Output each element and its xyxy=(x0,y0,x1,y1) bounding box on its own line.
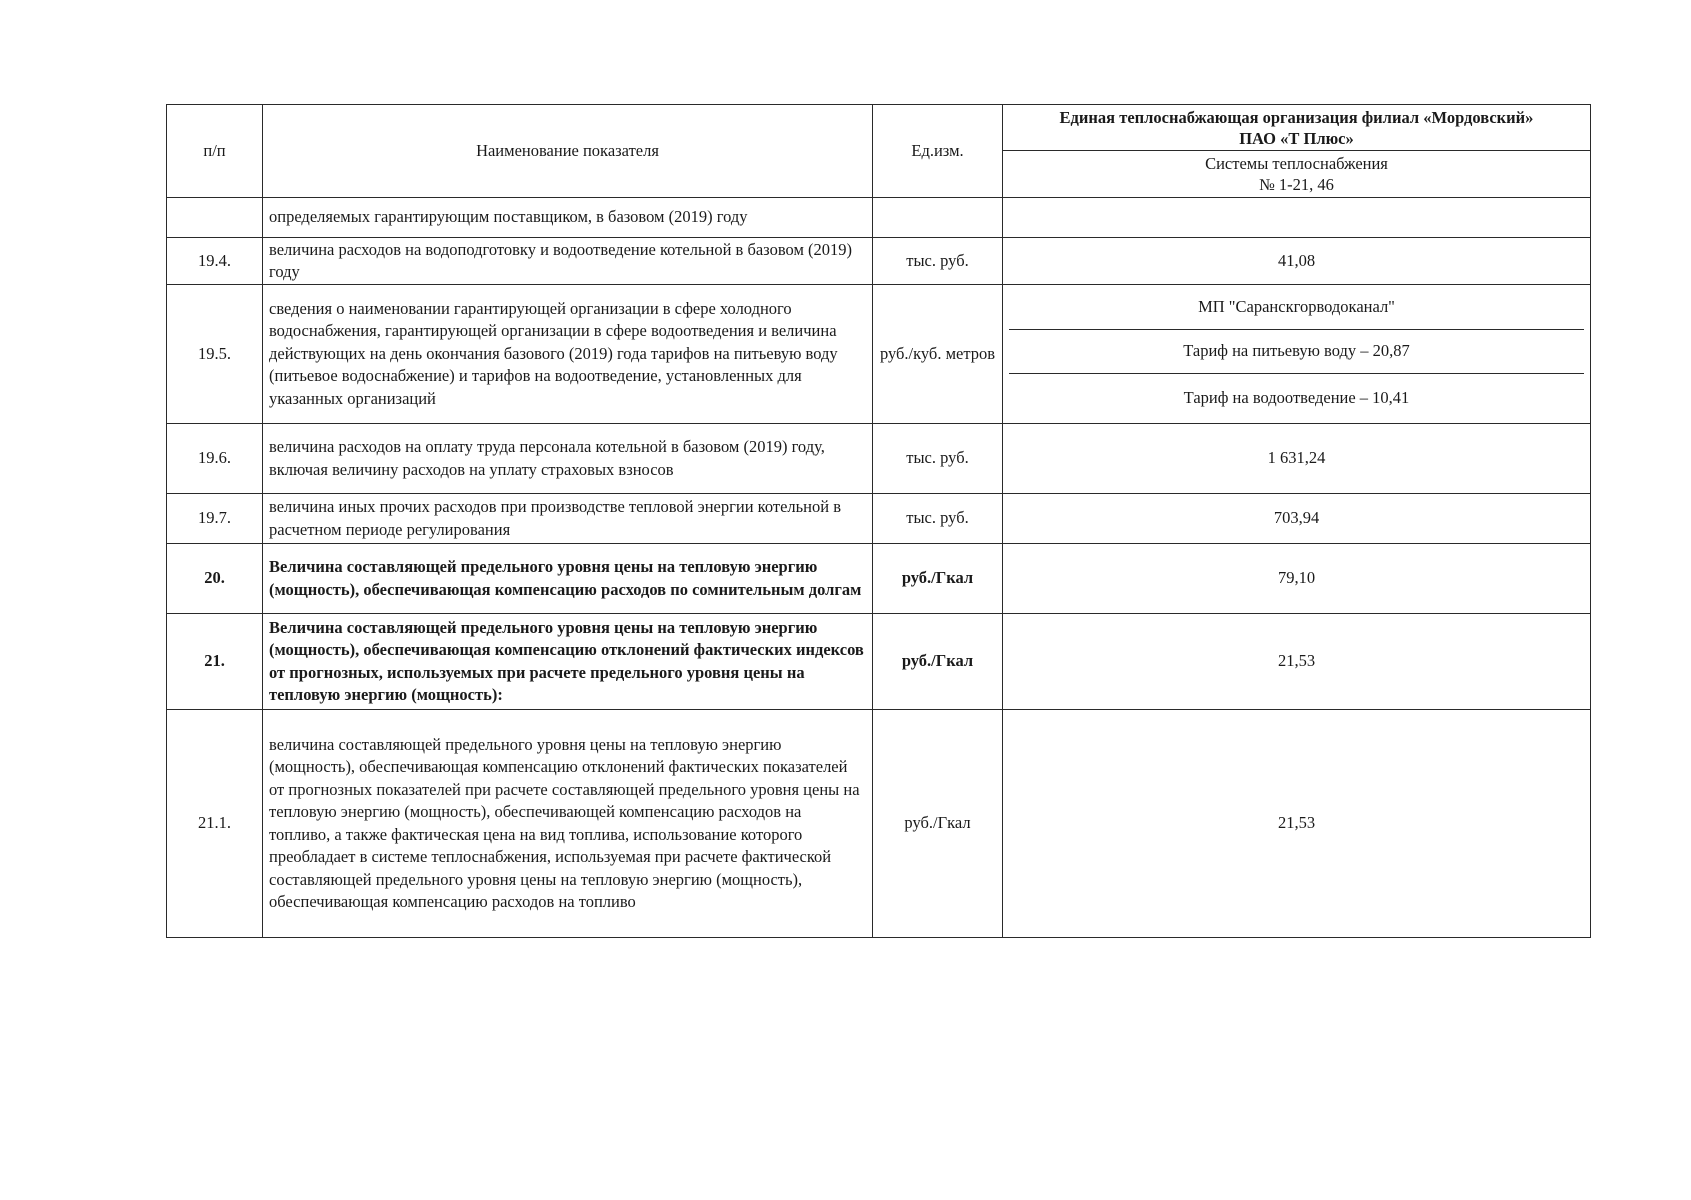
header-systems-line1: Системы теплоснабжения xyxy=(1205,154,1388,173)
tariff-table xyxy=(166,104,1591,938)
row-value: 21,53 xyxy=(1003,614,1591,710)
row-unit: руб./Гкал xyxy=(873,710,1003,938)
row-num: 20. xyxy=(167,544,263,614)
water-tariffs-subtable xyxy=(1009,285,1584,423)
row-unit: руб./Гкал xyxy=(873,544,1003,614)
row-num: 19.4. xyxy=(167,238,263,285)
row-name: величина расходов на водоподготовку и водоотведение котельной в базовом (2019) году xyxy=(263,238,873,285)
table-row xyxy=(167,285,1591,424)
row-value: 41,08 xyxy=(1003,238,1591,285)
row-num: 19.7. xyxy=(167,494,263,544)
row-unit: тыс. руб. xyxy=(873,424,1003,494)
row-value-group xyxy=(1003,285,1591,424)
row-unit xyxy=(873,198,1003,238)
header-org xyxy=(1003,105,1591,151)
row-name: величина иных прочих расходов при производстве тепловой энергии котельной в расчетном периоде регулирования xyxy=(263,494,873,544)
row-name: Величина составляющей предельного уровня цены на тепловую энергию (мощность), обеспечивающая компенсацию отклонений фактических индексов от прогнозных, используемых при расчете предельного уровня цены на тепловую энергию (мощность): xyxy=(263,614,873,710)
table-row xyxy=(167,494,1591,544)
row-num: 21. xyxy=(167,614,263,710)
row-name: величина составляющей предельного уровня цены на тепловую энергию (мощность), обеспечивающая компенсацию отклонений фактических показателей от прогнозных показателей при расчете составляющей предельного уровня цены на тепловую энергию (мощность), обеспечивающей компенсацию расходов на топливо, а также фактическая цена на вид топлива, использование которого преобладает в системе теплоснабжения, используемая при расчете фактической составляющей предельного уровня цены на тепловую энергию (мощность), обеспечивающая компенсацию расходов на топливо xyxy=(263,710,873,938)
header-num: п/п xyxy=(167,105,263,198)
water-utility-name: МП "Саранскгорводоканал" xyxy=(1198,296,1395,316)
row-num: 19.6. xyxy=(167,424,263,494)
table-row xyxy=(167,198,1591,238)
header-systems-line2: № 1-21, 46 xyxy=(1259,175,1334,194)
row-value: 703,94 xyxy=(1003,494,1591,544)
row-unit: руб./куб. метров xyxy=(873,285,1003,424)
header-unit: Ед.изм. xyxy=(873,105,1003,198)
row-unit: руб./Гкал xyxy=(873,614,1003,710)
header-systems xyxy=(1003,151,1591,198)
row-name: величина расходов на оплату труда персонала котельной в базовом (2019) году, включая величину расходов на уплату страховых взносов xyxy=(263,424,873,494)
table-row xyxy=(167,710,1591,938)
row-name: Величина составляющей предельного уровня цены на тепловую энергию (мощность), обеспечивающая компенсацию расходов по сомнительным долгам xyxy=(263,544,873,614)
row-value xyxy=(1003,198,1591,238)
row-num xyxy=(167,198,263,238)
table-row xyxy=(167,614,1591,710)
row-name: определяемых гарантирующим поставщиком, в базовом (2019) году xyxy=(263,198,873,238)
row-unit: тыс. руб. xyxy=(873,238,1003,285)
table-row xyxy=(167,238,1591,285)
header-row xyxy=(167,105,1591,151)
row-num: 21.1. xyxy=(167,710,263,938)
wastewater-tariff: Тариф на водоотведение – 10,41 xyxy=(1009,373,1584,423)
header-name: Наименование показателя xyxy=(263,105,873,198)
row-name: сведения о наименовании гарантирующей организации в сфере холодного водоснабжения, гарантирующей организации в сфере водоотведения и величина действующих на день окончания базового (2019) года тарифов на питьевую воду (питьевое водоснабжение) и тарифов на водоотведение, установленных для указанных организаций xyxy=(263,285,873,424)
table-row xyxy=(167,544,1591,614)
row-num: 19.5. xyxy=(167,285,263,424)
row-unit: тыс. руб. xyxy=(873,494,1003,544)
drinking-water-tariff: Тариф на питьевую воду – 20,87 xyxy=(1009,329,1584,373)
row-value: 1 631,24 xyxy=(1003,424,1591,494)
row-value: 79,10 xyxy=(1003,544,1591,614)
header-org-line2: ПАО «Т Плюс» xyxy=(1239,128,1354,148)
row-value: 21,53 xyxy=(1003,710,1591,938)
header-org-line1: Единая теплоснабжающая организация филиал «Мордовский» xyxy=(1059,107,1534,127)
table-row xyxy=(167,424,1591,494)
